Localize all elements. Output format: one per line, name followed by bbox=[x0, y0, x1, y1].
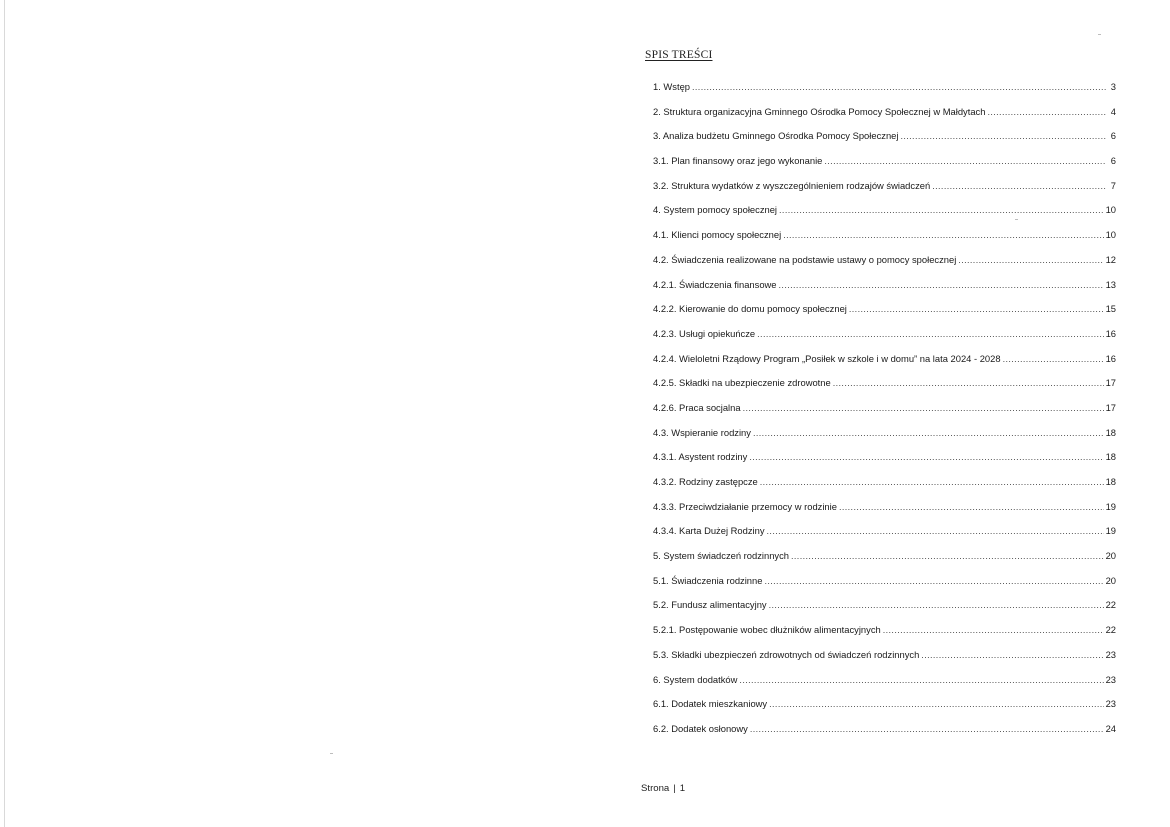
toc-leader-dots bbox=[849, 302, 1104, 316]
toc-leader-dots bbox=[987, 105, 1106, 119]
toc-entry-page-number: 24 bbox=[1105, 722, 1116, 734]
toc-entry-title: 3.1. Plan finansowy oraz jego wykonanie bbox=[653, 155, 823, 167]
toc-leader-dots bbox=[833, 376, 1104, 390]
toc-entry-page-number: 20 bbox=[1105, 550, 1116, 562]
toc-leader-dots bbox=[921, 648, 1103, 662]
toc-leader-dots bbox=[779, 203, 1104, 217]
toc-entry-page-number: 10 bbox=[1105, 229, 1116, 241]
toc-leader-dots bbox=[958, 253, 1103, 267]
toc-entry-page-number: 18 bbox=[1105, 476, 1116, 487]
toc-entry[interactable] bbox=[653, 426, 1116, 451]
toc-leader-dots bbox=[779, 278, 1104, 292]
toc-entry[interactable] bbox=[653, 105, 1116, 130]
toc-leader-dots bbox=[743, 401, 1104, 415]
toc-entry[interactable] bbox=[653, 722, 1116, 747]
toc-entry-page-number: 13 bbox=[1105, 278, 1116, 290]
toc-entry-title: 4.2.1. Świadczenia finansowe bbox=[653, 278, 777, 290]
page-edge bbox=[4, 0, 5, 827]
toc-entry-page-number: 22 bbox=[1105, 624, 1116, 636]
toc-entry-page-number: 17 bbox=[1105, 377, 1116, 389]
toc-entry[interactable] bbox=[653, 376, 1116, 401]
toc-leader-dots bbox=[791, 549, 1104, 563]
toc-entry-title: 4. System pomocy społecznej bbox=[653, 204, 778, 216]
toc-entry[interactable] bbox=[653, 524, 1116, 549]
table-of-contents bbox=[653, 80, 1116, 747]
toc-entry-title: 4.2.3. Usługi opiekuńcze bbox=[653, 327, 756, 339]
toc-entry-page-number: 18 bbox=[1105, 426, 1116, 438]
toc-entry-page-number: 23 bbox=[1105, 698, 1116, 710]
toc-entry[interactable] bbox=[653, 80, 1116, 105]
toc-heading: SPIS TREŚCI bbox=[645, 49, 713, 61]
toc-entry-title: 4.3.3. Przeciwdziałanie przemocy w rodzinie bbox=[653, 500, 837, 512]
footer-page-number: 1 bbox=[679, 783, 686, 794]
toc-entry[interactable] bbox=[653, 278, 1116, 303]
toc-entry-title: 5.3. Składki ubezpieczeń zdrowotnych od świadczeń rodzinnych bbox=[653, 648, 920, 660]
toc-entry[interactable] bbox=[653, 475, 1116, 500]
toc-leader-dots bbox=[757, 327, 1103, 341]
toc-entry[interactable] bbox=[653, 352, 1116, 377]
toc-entry[interactable] bbox=[653, 327, 1116, 352]
toc-leader-dots bbox=[932, 179, 1106, 193]
toc-entry-title: 6.2. Dodatek osłonowy bbox=[653, 722, 748, 734]
toc-entry-page-number: 23 bbox=[1105, 673, 1116, 685]
toc-leader-dots bbox=[750, 722, 1104, 736]
toc-entry-title: 5.1. Świadczenia rodzinne bbox=[653, 574, 763, 586]
toc-entry[interactable] bbox=[653, 648, 1116, 673]
toc-entry[interactable] bbox=[653, 673, 1116, 698]
toc-entry[interactable] bbox=[653, 401, 1116, 426]
toc-entry-title: 4.2.4. Wieloletni Rządowy Program „Posiłek w szkole i w domu” na lata 2024 - 2028 bbox=[653, 352, 1001, 364]
toc-entry[interactable] bbox=[653, 179, 1116, 204]
scan-speck bbox=[1098, 34, 1101, 35]
toc-leader-dots bbox=[1003, 352, 1104, 366]
toc-leader-dots bbox=[760, 475, 1104, 489]
toc-leader-dots bbox=[883, 623, 1104, 637]
toc-entry-page-number: 16 bbox=[1105, 327, 1116, 339]
scan-speck bbox=[330, 753, 333, 754]
toc-leader-dots bbox=[764, 574, 1103, 588]
toc-leader-dots bbox=[769, 598, 1104, 612]
toc-entry-page-number: 16 bbox=[1105, 352, 1116, 364]
footer-label: Strona bbox=[641, 783, 670, 794]
toc-entry-page-number: 3 bbox=[1110, 81, 1116, 92]
toc-entry-page-number: 6 bbox=[1110, 130, 1116, 142]
toc-entry-title: 4.3.2. Rodziny zastępcze bbox=[653, 476, 758, 487]
toc-entry-page-number: 22 bbox=[1105, 599, 1116, 611]
toc-entry-title: 1. Wstęp bbox=[653, 81, 690, 92]
toc-entry-page-number: 19 bbox=[1105, 500, 1116, 512]
toc-entry[interactable] bbox=[653, 228, 1116, 253]
toc-leader-dots bbox=[753, 426, 1104, 440]
toc-entry-title: 5. System świadczeń rodzinnych bbox=[653, 550, 789, 562]
toc-entry-page-number: 7 bbox=[1110, 179, 1116, 191]
toc-entry[interactable] bbox=[653, 253, 1116, 278]
toc-leader-dots bbox=[767, 524, 1104, 538]
toc-leader-dots bbox=[783, 228, 1103, 242]
toc-leader-dots bbox=[769, 697, 1103, 711]
toc-entry-page-number: 10 bbox=[1105, 204, 1116, 216]
toc-entry-title: 6. System dodatków bbox=[653, 673, 738, 685]
toc-entry-page-number: 6 bbox=[1110, 155, 1116, 167]
toc-leader-dots bbox=[839, 500, 1104, 514]
toc-entry[interactable] bbox=[653, 154, 1116, 179]
toc-entry[interactable] bbox=[653, 129, 1116, 154]
toc-entry-title: 6.1. Dodatek mieszkaniowy bbox=[653, 698, 768, 710]
toc-entry[interactable] bbox=[653, 623, 1116, 648]
toc-entry-page-number: 19 bbox=[1105, 525, 1116, 537]
toc-entry-page-number: 12 bbox=[1105, 253, 1116, 265]
toc-entry-title: 4.2. Świadczenia realizowane na podstawie ustawy o pomocy społecznej bbox=[653, 253, 957, 265]
toc-entry[interactable] bbox=[653, 574, 1116, 599]
footer-separator: | bbox=[673, 783, 676, 794]
toc-entry-title: 4.2.6. Praca socjalna bbox=[653, 401, 741, 413]
toc-entry-title: 5.2.1. Postępowanie wobec dłużników alimentacyjnych bbox=[653, 624, 881, 636]
toc-entry-page-number: 23 bbox=[1105, 648, 1116, 660]
toc-entry-title: 2. Struktura organizacyjna Gminnego Ośrodka Pomocy Społecznej w Małdytach bbox=[653, 105, 986, 117]
toc-entry-page-number: 18 bbox=[1105, 451, 1116, 463]
toc-entry[interactable] bbox=[653, 549, 1116, 574]
toc-entry-page-number: 17 bbox=[1105, 401, 1116, 413]
toc-entry-page-number: 15 bbox=[1105, 303, 1116, 315]
toc-entry-page-number: 4 bbox=[1110, 105, 1116, 117]
toc-leader-dots bbox=[900, 129, 1106, 143]
toc-entry-title: 4.3. Wspieranie rodziny bbox=[653, 426, 751, 438]
page-footer bbox=[641, 783, 685, 794]
toc-leader-dots bbox=[739, 673, 1103, 687]
toc-entry-title: 4.3.4. Karta Dużej Rodziny bbox=[653, 525, 765, 537]
toc-entry[interactable] bbox=[653, 697, 1116, 722]
toc-leader-dots bbox=[749, 450, 1103, 464]
toc-entry-title: 3.2. Struktura wydatków z wyszczególnieniem rodzajów świadczeń bbox=[653, 179, 931, 191]
toc-entry-title: 4.3.1. Asystent rodziny bbox=[653, 451, 748, 463]
toc-entry-page-number: 20 bbox=[1105, 574, 1116, 586]
toc-entry[interactable] bbox=[653, 302, 1116, 327]
toc-leader-dots bbox=[824, 154, 1106, 168]
toc-entry-title: 4.1. Klienci pomocy społecznej bbox=[653, 229, 782, 241]
toc-entry[interactable] bbox=[653, 450, 1116, 475]
toc-entry[interactable] bbox=[653, 598, 1116, 623]
toc-entry-title: 4.2.2. Kierowanie do domu pomocy społecznej bbox=[653, 303, 847, 315]
toc-leader-dots bbox=[692, 80, 1106, 94]
toc-entry[interactable] bbox=[653, 500, 1116, 525]
toc-entry[interactable] bbox=[653, 203, 1116, 228]
toc-entry-title: 5.2. Fundusz alimentacyjny bbox=[653, 599, 767, 611]
toc-entry-title: 3. Analiza budżetu Gminnego Ośrodka Pomocy Społecznej bbox=[653, 130, 899, 142]
toc-entry-title: 4.2.5. Składki na ubezpieczenie zdrowotne bbox=[653, 377, 831, 389]
